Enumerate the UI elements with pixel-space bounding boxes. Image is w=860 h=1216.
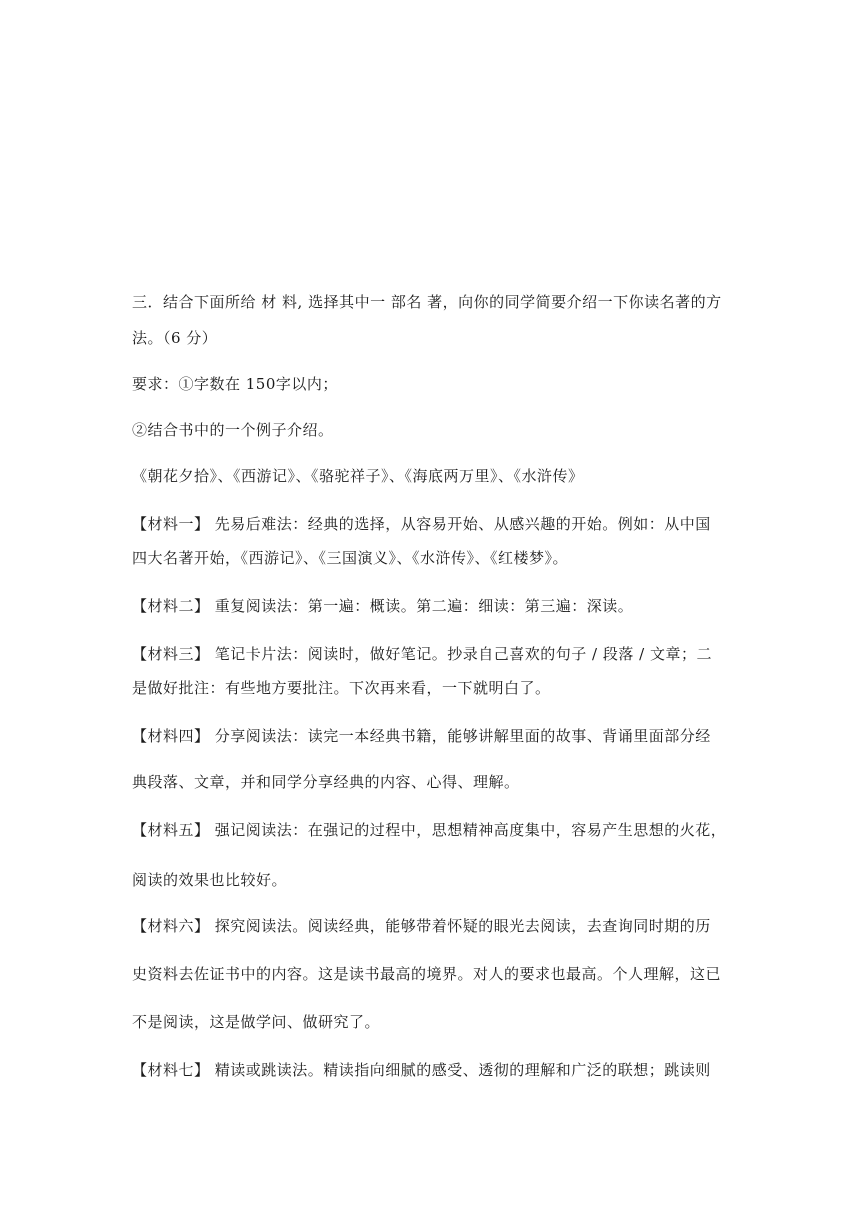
material-1-line-2: 四大名著开始，《西游记》、《三国演义》、《水浒传》、《红楼梦》。 (132, 549, 569, 567)
material-6-line-3: 不是阅读，这是做学问、做研究了。 (132, 1013, 381, 1031)
material-2-line-1: 【材料二】 重复阅读法：第一遍：概读。第二遍：细读：第三遍：深读。 (132, 597, 634, 615)
material-7-line-1: 【材料七】 精读或跳读法。精读指向细腻的感受、透彻的理解和广泛的联想；跳读则 (132, 1061, 711, 1079)
material-3-line-1: 【材料三】 笔记卡片法：阅读时，做好笔记。抄录自己喜欢的句子 / 段落 / 文章；二 (132, 645, 712, 663)
requirement-line-1: 要求：①字数在 150字以内； (132, 375, 338, 393)
book-list: 《朝花夕拾》、《西游记》、《骆驼祥子》、《海底两万里》、《水浒传》 (132, 467, 584, 485)
material-5-line-2: 阅读的效果也比较好。 (132, 871, 288, 889)
material-4-line-2: 典段落、文章，并和同学分享经典的内容、心得、理解。 (132, 773, 520, 791)
question-line-2: 法。（6 分） (132, 329, 218, 347)
material-3-line-2: 是做好批注：有些地方要批注。下次再来看，一下就明白了。 (132, 679, 551, 697)
question-line-1: 三．结合下面所给 材 料, 选择其中一 部名 著，向你的同学简要介绍一下你读名著的方 (132, 293, 722, 311)
requirement-line-2: ②结合书中的一个例子介绍。 (132, 421, 334, 439)
material-6-line-2: 史资料去佐证书中的内容。这是读书最高的境界。对人的要求也最高。个人理解，这已 (132, 965, 722, 983)
material-4-line-1: 【材料四】 分享阅读法：读完一本经典书籍，能够讲解里面的故事、背诵里面部分经 (132, 727, 711, 745)
material-6-line-1: 【材料六】 探究阅读法。阅读经典，能够带着怀疑的眼光去阅读，去查询同时期的历 (132, 917, 711, 935)
material-1-line-1: 【材料一】 先易后难法：经典的选择，从容易开始、从感兴趣的开始。例如：从中国 (132, 515, 711, 533)
material-5-line-1: 【材料五】 强记阅读法：在强记的过程中，思想精神高度集中，容易产生思想的火花， (132, 821, 727, 839)
